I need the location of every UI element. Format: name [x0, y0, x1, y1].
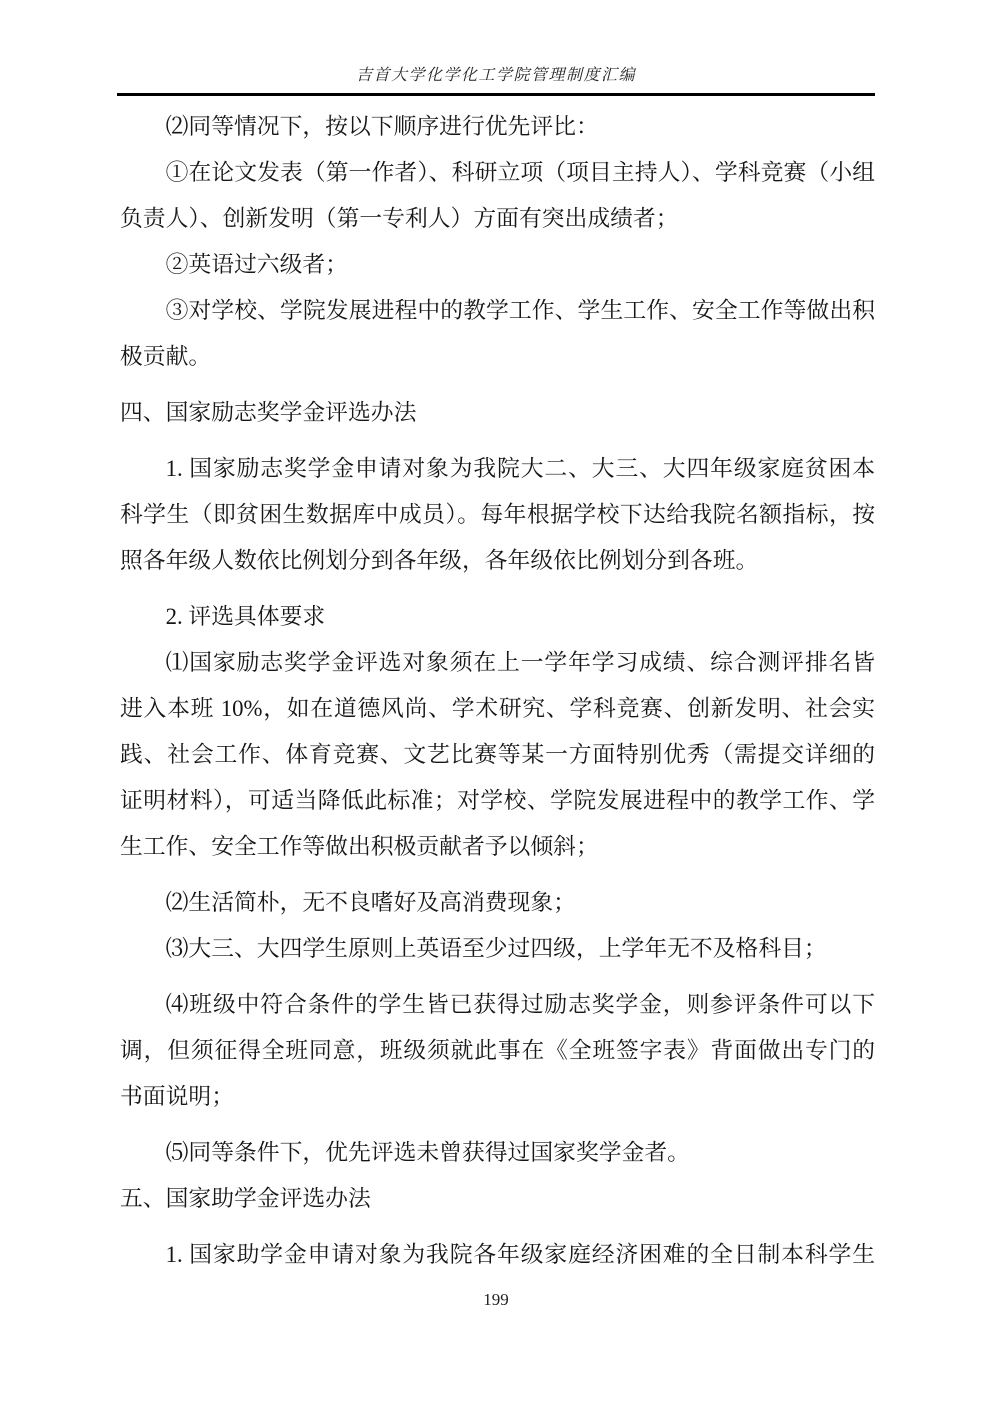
text-line: 极贡献。 — [120, 344, 212, 369]
text-line: 五、国家助学金评选办法 — [120, 1186, 371, 1211]
paragraph — [120, 594, 875, 640]
paragraph — [120, 288, 875, 380]
text-line: 四、国家励志奖学金评选办法 — [120, 400, 417, 425]
text-line: 负责人）、创新发明（第一专利人）方面有突出成绩者； — [120, 206, 679, 231]
paragraph — [120, 982, 875, 1120]
text-line: ⑶大三、大四学生原则上英语至少过四级，上学年无不及格科目； — [165, 936, 827, 961]
text-line: 调，但须征得全班同意，班级须就此事在《全班签字表》背面做出专门的 — [120, 1038, 875, 1063]
paragraph — [120, 150, 875, 242]
document-body — [120, 104, 875, 1278]
text-line: 科学生（即贫困生数据库中成员）。每年根据学校下达给我院名额指标，按 — [120, 502, 875, 527]
text-line: ⑴国家励志奖学金评选对象须在上一学年学习成绩、综合测评排名皆 — [165, 650, 875, 675]
text-line: 2. 评选具体要求 — [165, 604, 326, 629]
text-line: ③对学校、学院发展进程中的教学工作、学生工作、安全工作等做出积 — [165, 298, 875, 323]
text-line: ⑵生活简朴，无不良嗜好及高消费现象； — [165, 890, 576, 915]
text-line: 生工作、安全工作等做出积极贡献者予以倾斜； — [120, 834, 599, 859]
text-line: 1. 国家助学金申请对象为我院各年级家庭经济困难的全日制本科学生 — [165, 1242, 875, 1267]
text-line: 进入本班 10%，如在道德风尚、学术研究、学科竞赛、创新发明、社会实 — [120, 696, 875, 721]
text-line: ⑵同等情况下，按以下顺序进行优先评比： — [165, 114, 599, 139]
text-line: 证明材料），可适当降低此标准；对学校、学院发展进程中的教学工作、学 — [120, 788, 875, 813]
header-divider — [117, 93, 875, 96]
paragraph — [120, 640, 875, 870]
text-line: ②英语过六级者； — [165, 252, 348, 277]
section-heading — [120, 1176, 875, 1222]
page-header-title: 吉首大学化学化工学院管理制度汇编 — [355, 67, 636, 84]
paragraph — [120, 446, 875, 584]
text-line: ⑸同等条件下，优先评选未曾获得过国家奖学金者。 — [165, 1140, 690, 1165]
page-number: 199 — [483, 1290, 509, 1309]
paragraph — [120, 104, 875, 150]
paragraph — [120, 242, 875, 288]
text-line: 书面说明； — [120, 1084, 234, 1109]
paragraph — [120, 1232, 875, 1278]
text-line: ⑷班级中符合条件的学生皆已获得过励志奖学金，则参评条件可以下 — [165, 992, 875, 1017]
text-line: ①在论文发表（第一作者）、科研立项（项目主持人）、学科竞赛（小组 — [165, 160, 875, 185]
section-heading — [120, 390, 875, 436]
paragraph — [120, 1130, 875, 1176]
text-line: 践、社会工作、体育竞赛、文艺比赛等某一方面特别优秀（需提交详细的 — [120, 742, 875, 767]
paragraph — [120, 926, 875, 972]
paragraph — [120, 880, 875, 926]
text-line: 照各年级人数依比例划分到各年级，各年级依比例划分到各班。 — [120, 548, 759, 573]
text-line: 1. 国家励志奖学金申请对象为我院大二、大三、大四年级家庭贫困本 — [165, 456, 875, 481]
